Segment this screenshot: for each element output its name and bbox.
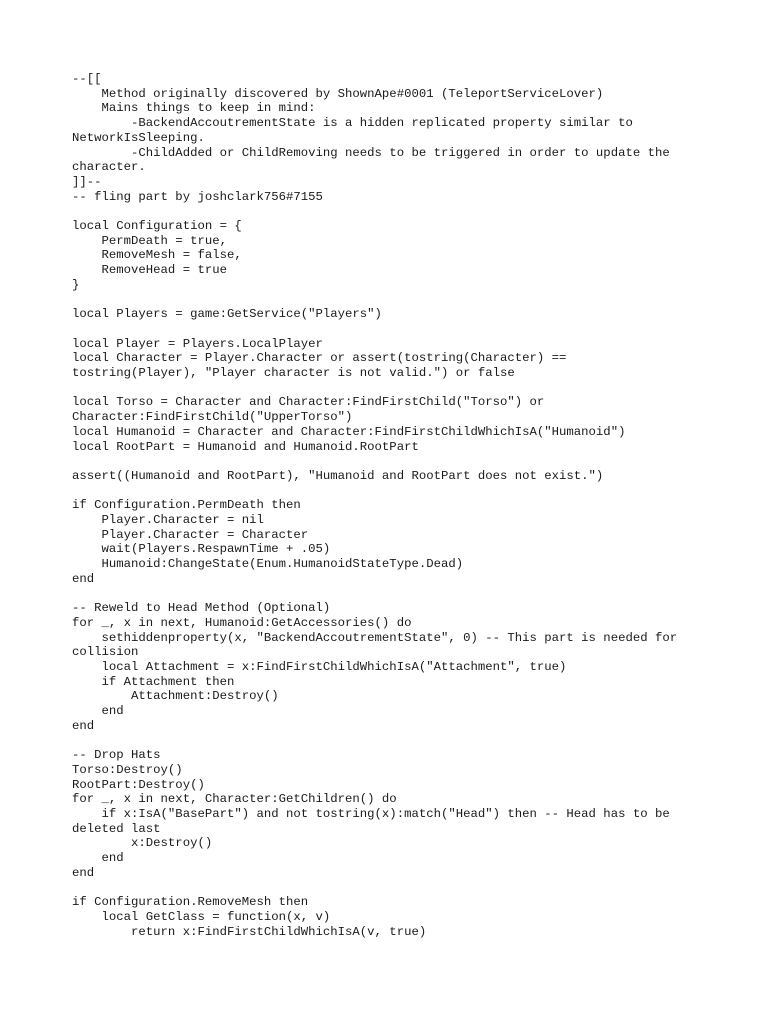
code-line: local Configuration = { [72, 219, 242, 234]
code-line: -- fling part by joshclark756#7155 [72, 189, 323, 204]
code-line: NetworkIsSleeping. [72, 130, 205, 145]
code-line: Mains things to keep in mind: [72, 101, 316, 116]
code-line: wait(Players.RespawnTime + .05) [72, 542, 331, 557]
code-line: RemoveMesh = false, [72, 248, 242, 263]
code-line: deleted last [72, 821, 161, 836]
code-line: Character:FindFirstChild("UpperTorso") [72, 410, 353, 425]
code-line: end [72, 718, 95, 733]
code-line: Attachment:Destroy() [72, 689, 279, 704]
code-line: end [72, 865, 95, 880]
code-line: -ChildAdded or ChildRemoving needs to be triggered in order to update the [72, 145, 670, 160]
code-line: local Torso = Character and Character:FindFirstChild("Torso") or [72, 395, 545, 410]
code-line: local GetClass = function(x, v) [72, 909, 331, 924]
code-line: if Attachment then [72, 674, 235, 689]
code-line [72, 454, 712, 469]
code-line: RootPart:Destroy() [72, 777, 205, 792]
code-line [72, 881, 712, 896]
code-line: character. [72, 160, 146, 175]
code-line: return x:FindFirstChildWhichIsA(v, true) [72, 924, 427, 939]
code-line [72, 587, 712, 602]
code-line: Torso:Destroy() [72, 762, 183, 777]
code-line: Humanoid:ChangeState(Enum.HumanoidStateType.Dead) [72, 557, 464, 572]
code-line: end [72, 851, 124, 866]
code-line: if Configuration.PermDeath then [72, 498, 301, 513]
code-line [72, 734, 712, 749]
code-line: -BackendAccoutrementState is a hidden replicated property similar to [72, 116, 633, 131]
code-line: Player.Character = Character [72, 527, 309, 542]
code-line: Method originally discovered by ShownApe#0001 (TeleportServiceLover) [72, 86, 604, 101]
code-line: collision [72, 645, 139, 660]
code-line [72, 381, 712, 396]
code-line: ]]-- [72, 174, 102, 189]
code-line: for _, x in next, Character:GetChildren() do [72, 792, 397, 807]
code-line: } [72, 277, 80, 292]
code-line: local Attachment = x:FindFirstChildWhichIsA("Attachment", true) [72, 660, 567, 675]
code-line: -- Reweld to Head Method (Optional) [72, 601, 331, 616]
code-line: if x:IsA("BasePart") and not tostring(x):match("Head") then -- Head has to be [72, 807, 670, 822]
code-line: assert((Humanoid and RootPart), "Humanoid and RootPart does not exist.") [72, 468, 604, 483]
code-line: local Humanoid = Character and Character:FindFirstChildWhichIsA("Humanoid") [72, 424, 626, 439]
code-line: PermDeath = true, [72, 233, 227, 248]
code-line: if Configuration.RemoveMesh then [72, 895, 309, 910]
code-line [72, 322, 712, 337]
code-line: tostring(Player), "Player character is not valid.") or false [72, 366, 515, 381]
code-line: local RootPart = Humanoid and Humanoid.RootPart [72, 439, 419, 454]
code-line: --[[ [72, 72, 102, 86]
code-line: RemoveHead = true [72, 263, 227, 278]
code-line [72, 204, 712, 219]
code-line [72, 484, 712, 499]
code-line: local Player = Players.LocalPlayer [72, 336, 323, 351]
code-line [72, 293, 712, 308]
code-line: sethiddenproperty(x, "BackendAccoutrementState", 0) -- This part is needed for [72, 630, 678, 645]
code-line: local Players = game:GetService("Players") [72, 307, 382, 322]
code-line: end [72, 571, 95, 586]
code-line: Player.Character = nil [72, 513, 264, 527]
code-listing [72, 72, 712, 939]
code-line: x:Destroy() [72, 836, 213, 851]
code-line: end [72, 704, 124, 719]
code-line: -- Drop Hats [72, 748, 161, 763]
code-line: local Character = Player.Character or assert(tostring(Character) == [72, 351, 567, 366]
code-line: for _, x in next, Humanoid:GetAccessories() do [72, 615, 412, 630]
